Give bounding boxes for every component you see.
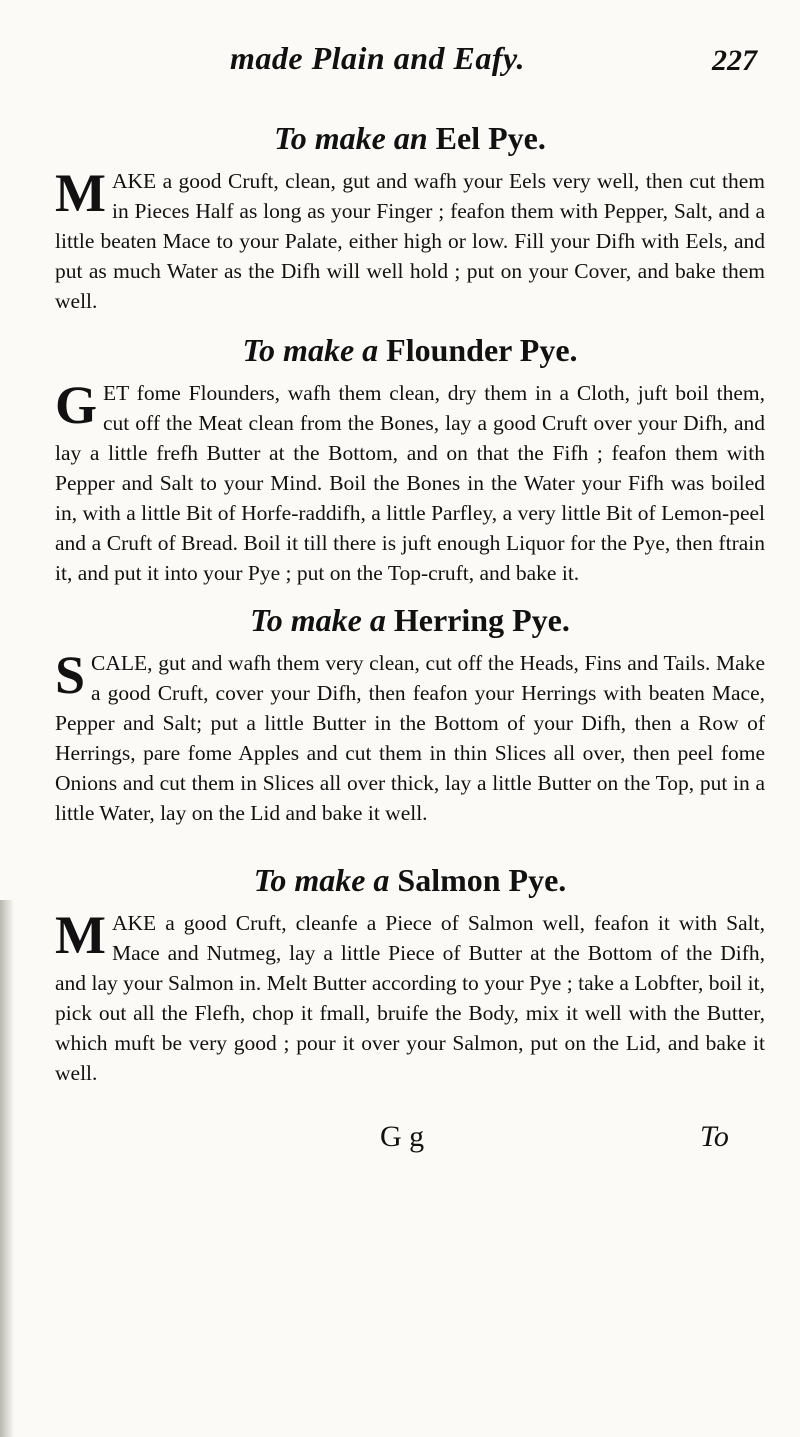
recipe-title: [55, 118, 765, 158]
drop-cap: M: [55, 905, 106, 965]
recipe-body: AKE a good Cruft, cleanfe a Piece of Salmon well, feafon it with Salt, Mace and Nutmeg, lay a little Piece of Butter at the Bottom of the Difh, and lay your Salmon in. Melt Butter according to your Pye ; take a Lobfter, boil it, pick out all the Flefh, chop it fmall, bruife the Body, mix it well with the Butter, which muft be very good ; pour it over your Salmon, put on the Lid, and bake it well.: [55, 911, 765, 1085]
recipe-title: [55, 330, 765, 370]
recipe-eel-pye: [55, 118, 765, 316]
recipe-title-name: Herring Pye.: [393, 602, 570, 638]
recipe-text: [55, 645, 765, 828]
recipe-title-name: Eel Pye.: [435, 120, 546, 156]
recipe-title-name: Salmon Pye.: [397, 862, 567, 898]
drop-cap: G: [55, 375, 98, 435]
recipe-body: ET fome Flounders, wafh them clean, dry them in a Cloth, juft boil them, cut off the Meat clean from the Bones, lay a good Cruft over your Difh, and lay a little frefh Butter at the Bottom, and on that the Fifh ; feafon them with Pepper and Salt to your Mind. Boil the Bones in the Water your Fifh was boiled in, with a little Bit of Horfe-raddifh, a little Parfley, a very little Bit of Lemon-peel and a Cruft of Bread. Boil it till there is juft enough Liquor for the Pye, then ftrain it, and put it into your Pye ; put on the Top-cruft, and bake it.: [55, 381, 765, 585]
signature-mark: G g: [380, 1120, 425, 1153]
drop-cap: S: [55, 645, 86, 705]
drop-cap: M: [55, 163, 106, 223]
recipe-title-name: Flounder Pye.: [386, 332, 578, 368]
recipe-title-prefix: To make a: [253, 862, 390, 898]
recipe-flounder-pye: [55, 330, 765, 588]
recipe-title-prefix: To make a: [250, 602, 386, 638]
catchword: To: [700, 1120, 729, 1153]
recipe-salmon-pye: [55, 860, 765, 1088]
recipe-title: [55, 600, 765, 640]
recipe-text: [55, 163, 765, 316]
recipe-title-prefix: To make a: [242, 332, 379, 368]
page-number: 227: [712, 44, 757, 77]
recipe-body: CALE, gut and wafh them very clean, cut off the Heads, Fins and Tails. Make a good Cruft, cover your Difh, then feafon your Herrings with beaten Mace, Pepper and Salt; put a little Butter in the Bottom of your Difh, then a Row of Herrings, pare fome Apples and cut them in thin Slices all over, then peel fome Onions and cut them in Slices all over thick, lay a little Butter on the Top, put in a little Water, lay on the Lid and bake it well.: [55, 651, 765, 825]
running-head: made Plain and Eafy.: [230, 40, 526, 76]
recipe-title-prefix: To make an: [274, 120, 428, 156]
recipe-text: [55, 375, 765, 588]
page-edge-shadow: [0, 900, 14, 1437]
recipe-title: [55, 860, 765, 900]
recipe-text: [55, 905, 765, 1088]
recipe-body: AKE a good Cruft, clean, gut and wafh your Eels very well, then cut them in Pieces Half as long as your Finger ; feafon them with Pepper, Salt, and a little beaten Mace to your Palate, either high or low. Fill your Difh with Eels, and put as much Water as the Difh will well hold ; put on your Cover, and bake them well.: [55, 169, 765, 313]
recipe-herring-pye: [55, 600, 765, 828]
